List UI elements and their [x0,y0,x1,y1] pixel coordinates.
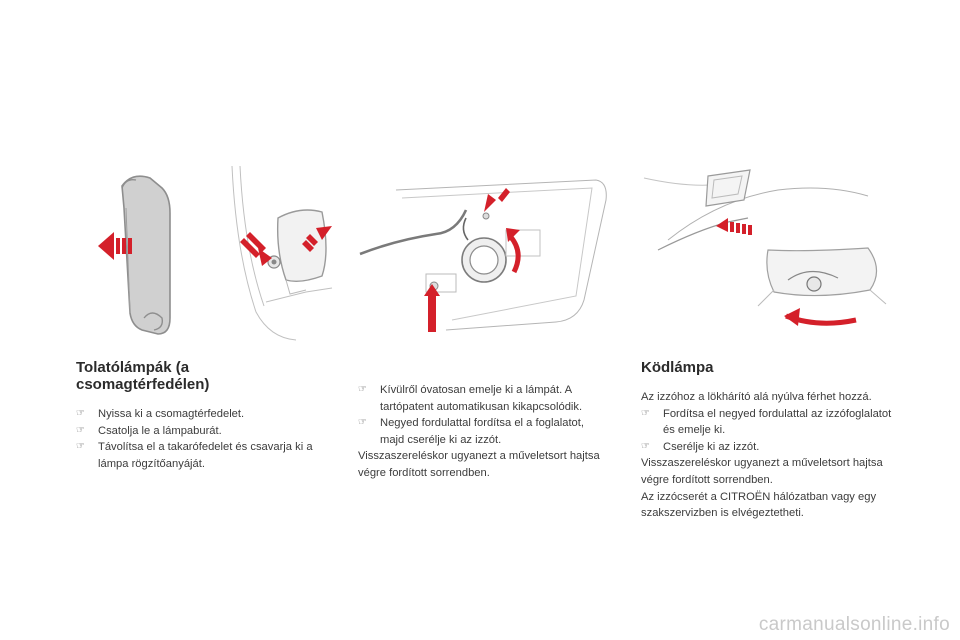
column-fog-lamp [641,359,903,522]
illustration-tailgate-lamp [226,162,338,342]
dealer-note: Az izzócserét a CITROËN hálózatban vagy egy szakszervizben is elvégeztetheti. [641,490,877,520]
list-item: ☞ Távolítsa el a takarófedelet és csavarja ki a lámpa rögzítőanyáját. [76,441,313,470]
section-heading-reversing-lamps [76,359,346,393]
arrow-bullet-icon: ☞ [641,407,650,419]
heading-line-1: Tolatólámpák (a [76,359,190,376]
list-item: ☞ Fordítsa el negyed fordulattal az izzófoglalatot és emelje ki. [641,407,892,437]
reassembly-note: Visszaszereléskor ugyanezt a műveletsort hajtsa végre fordított sorrendben. [641,457,883,486]
column-reversing-lamps [76,359,346,472]
watermark: carmanualsonline.info [758,614,950,635]
list-item: ☞ Csatolja le a lámpaburát. [76,423,346,440]
list-item: ☞ Nyissa ki a csomagtérfedelet. [76,406,346,423]
arrow-bullet-icon: ☞ [76,408,85,419]
red-rotate-arrow-fog-icon [784,308,856,326]
column-lamp-removal [358,382,608,482]
list-item: ☞ Kívülről óvatosan emelje ki a lámpát. A tartópatent automatikusan kikapcsolódik. [358,384,583,413]
illustration-lamp-holder [356,170,616,350]
red-rotate-arrow-icon [506,228,520,272]
section-heading-fog-lamp: Ködlámpa [641,359,714,376]
fog-lamp-intro: Az izzóhoz a lökhárító alá nyúlva férhet hozzá. [641,391,872,403]
red-arrow-right-icon [240,232,272,266]
heading-line-2: csomagtérfedélen) [76,376,210,393]
reassembly-note: Visszaszereléskor ugyanezt a műveletsort hajtsa végre fordított sorrendben. [358,450,600,479]
instruction-list [76,406,346,472]
arrow-bullet-icon: ☞ [76,441,85,453]
red-arrow-down-left-icon [484,188,510,212]
instruction-list [358,382,608,448]
arrow-bullet-icon: ☞ [76,424,85,436]
list-item: ☞ Cserélje ki az izzót. [641,439,903,456]
arrow-bullet-icon: ☞ [358,417,367,429]
arrow-bullet-icon: ☞ [641,440,650,452]
list-item: ☞ Negyed fordulattal fordítsa el a foglalatot, majd cserélje ki az izzót. [358,417,584,446]
arrow-bullet-icon: ☞ [358,384,367,395]
instruction-list [641,406,903,456]
illustration-fog-lamp [638,160,898,330]
illustration-lamp-cover [92,168,184,338]
